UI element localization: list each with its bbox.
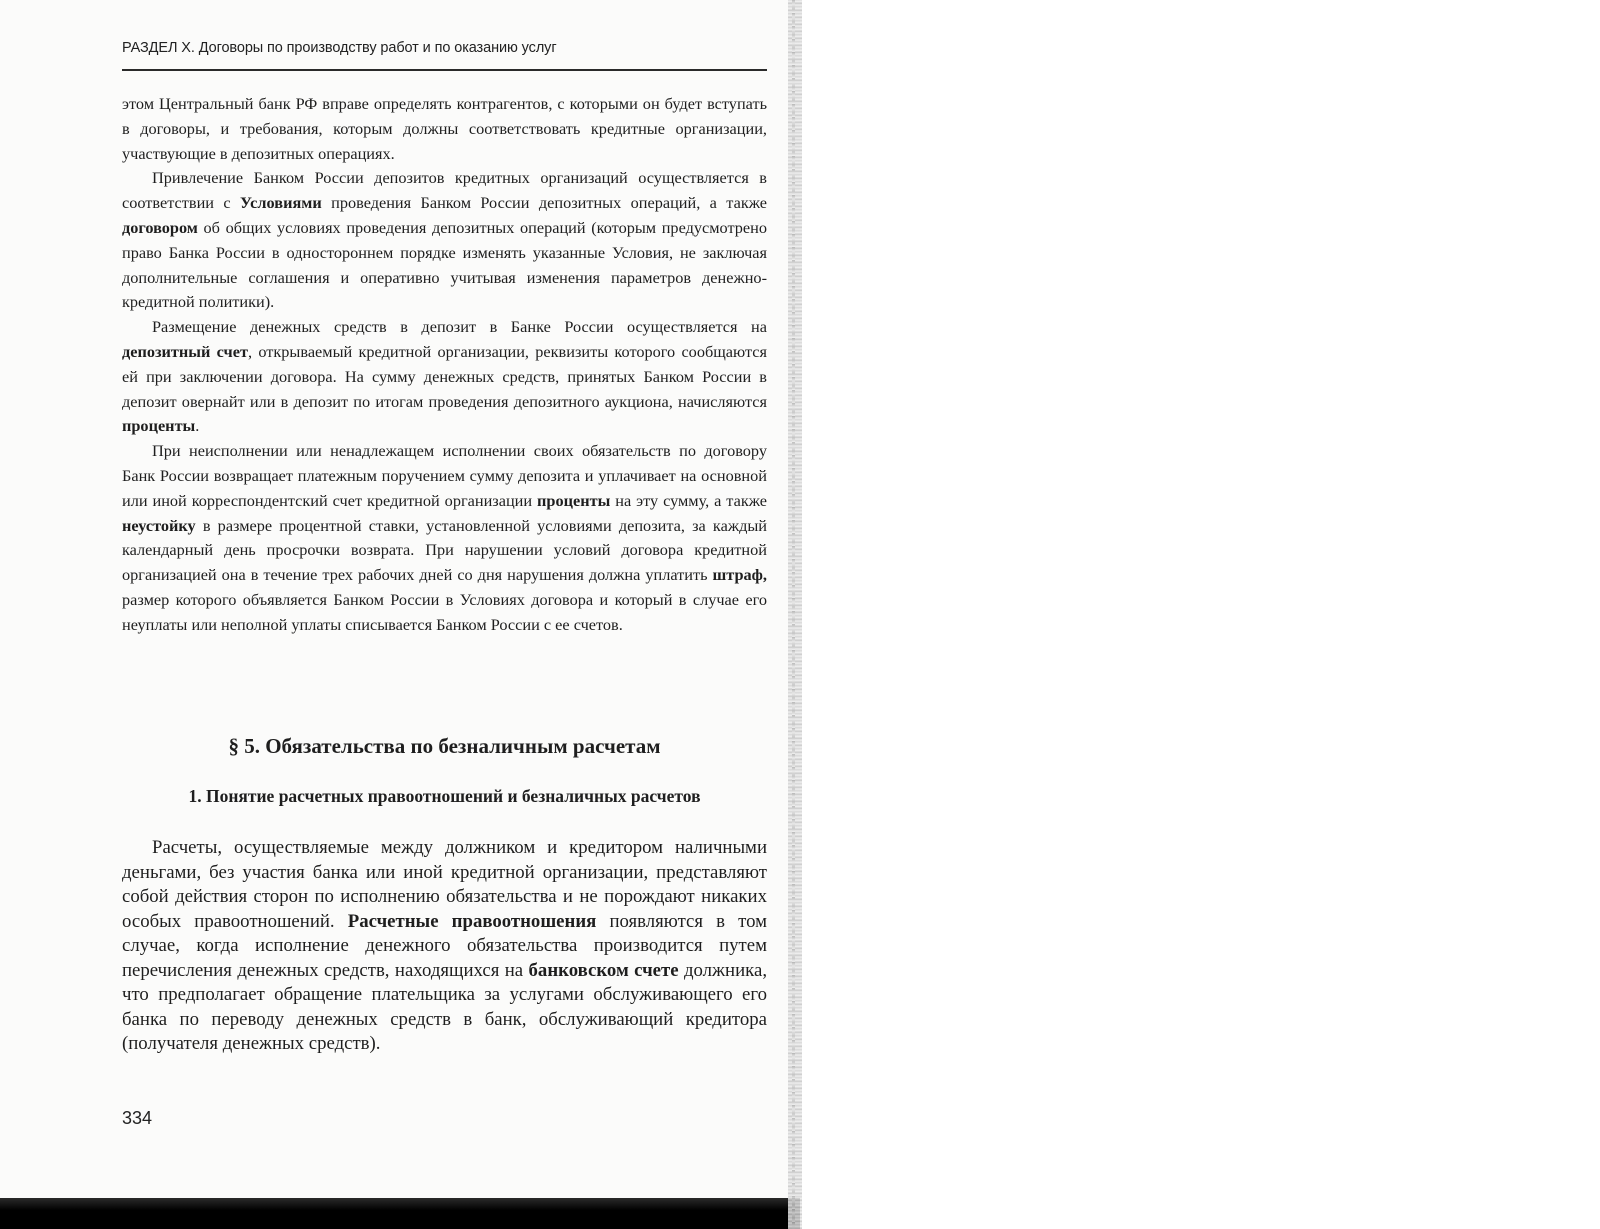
section-heading: § 5. Обязательства по безналичным расчетам xyxy=(228,734,661,758)
term-conditions: Условиями xyxy=(239,193,322,213)
body-text-bottom xyxy=(122,836,767,1057)
page-number: 334 xyxy=(122,1108,153,1128)
paragraph-settlement-relations: Расчеты, осуществляемые между должником и кредитором наличными деньгами, без участия банка или иной кредитной организации, представляют собой действия сторон по исполнению обязательства и не порождают никаких особых правоотношений. Расчетные правоотношения появляются в том случае, когда исполнение денежного обязательства производится путем перечисления денежных средств, находящихся на банковском счете должника, что предполагает обращение плательщика за услугами обслуживающего его банка по переводу денежных средств в банк, обслуживающий кредитора (получателя денежных средств). xyxy=(122,837,768,1054)
scan-bottom-shadow xyxy=(0,1198,800,1229)
term-interest: проценты xyxy=(122,416,196,436)
term-bank-account: банковском счете xyxy=(528,959,679,981)
header-rule xyxy=(122,69,767,71)
body-text-top xyxy=(122,92,767,638)
term-settlement-relations: Расчетные правоотношения xyxy=(347,910,597,932)
term-deposit-account: депозитный счет xyxy=(122,341,248,361)
paragraph-continuation: этом Центральный банк РФ вправе определять контрагентов, с которыми он будет вступать в договоры, и требования, которым должны соответствовать кредитные организации, участвующие в депозитных операциях. xyxy=(122,94,767,163)
running-header: РАЗДЕЛ X. Договоры по производству работ и по оказанию услуг xyxy=(122,40,557,56)
paragraph-liability: При неисполнении или ненадлежащем исполнении своих обязательств по договору Банк России возвращает платежным поручением сумму депозита и уплачивает на основной или иной корреспондентский счет кредитной организации проценты на эту сумму, а также неустойку в размере процентной ставки, установленной условиями депозита, за каждый календарный день просрочки возврата. При нарушении условий договора кредитной организацией она в течение трех рабочих дней со дня нарушения должна уплатить штраф, размер которого объявляется Банком России в Условиях договора и который в случае его неуплаты или неполной уплаты списывается Банком России с ее счетов. xyxy=(122,441,767,634)
paragraph-deposit-placement: Размещение денежных средств в депозит в Банке России осуществляется на депозитный счет, открываемый кредитной организации, реквизиты которого сообщаются ей при заключении договора. На сумму денежных средств, принятых Банком России в депозит овернайт или в депозит по итогам проведения депозитного аукциона, начисляются проценты. xyxy=(122,317,767,436)
term-fine: штраф, xyxy=(712,565,767,585)
paragraph-deposits-attraction: Привлечение Банком России депозитов кредитных организаций осуществляется в соответствии с Условиями проведения Банком России депозитных операций, а также договором об общих условиях проведения депозитных операций (которым предусмотрено право Банка России в одностороннем порядке изменять указанные Условия, не заключая дополнительные соглашения и оперативно учитывая изменения параметров денежно-кредитной политики). xyxy=(122,168,767,312)
sub-heading: 1. Понятие расчетных правоотношений и безналичных расчетов xyxy=(188,786,701,806)
term-contract: договором xyxy=(122,217,198,237)
page-edge-shadow xyxy=(788,0,802,1229)
term-penalty: неустойку xyxy=(122,515,196,535)
term-interest-2: проценты xyxy=(537,490,611,510)
